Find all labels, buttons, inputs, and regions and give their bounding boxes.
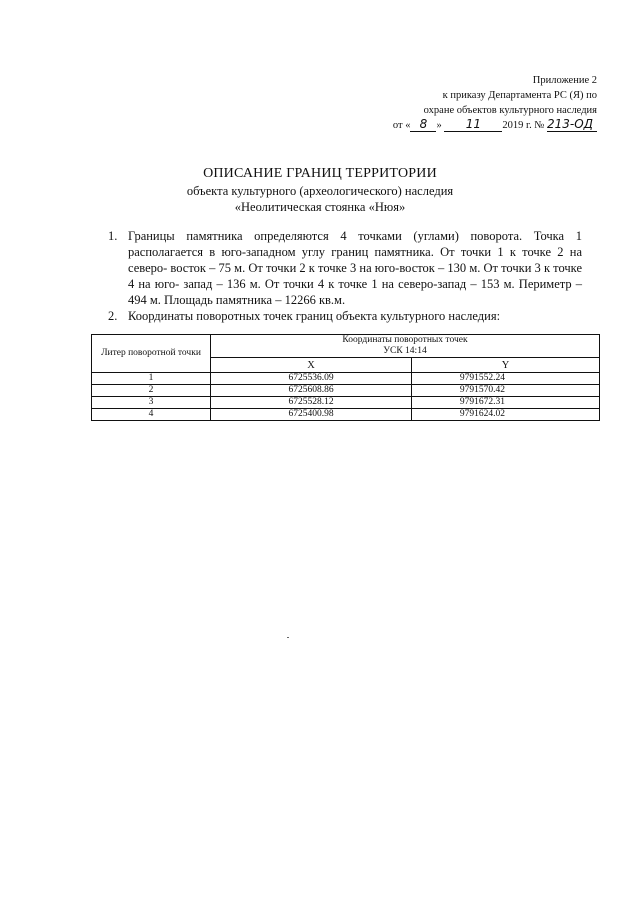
cell-y: 9791672.31 <box>412 397 600 409</box>
table-row <box>92 397 600 409</box>
cell-y: 9791624.02 <box>412 409 600 421</box>
appendix-line-2: к приказу Департамента РС (Я) по <box>442 90 597 101</box>
cell-point-number: 3 <box>92 397 211 409</box>
date-mid: » <box>436 120 442 131</box>
title-line-2: объекта культурного (археологического) наследия <box>186 184 454 198</box>
handwritten-day: 8 <box>410 118 436 132</box>
handwritten-order-number: 213-ОД <box>547 118 597 132</box>
table-header-row <box>92 335 600 358</box>
appendix-line-1: Приложение 2 <box>532 75 597 86</box>
header-coords-line-1: Координаты поворотных точек <box>342 335 468 345</box>
handwritten-month: 11 <box>444 118 502 132</box>
scan-speck <box>287 637 289 638</box>
document-title <box>0 165 640 215</box>
description-list <box>108 228 582 324</box>
header-x: X <box>211 358 412 373</box>
title-line-1: ОПИСАНИЕ ГРАНИЦ ТЕРРИТОРИИ <box>203 166 437 181</box>
cell-point-number: 1 <box>92 373 211 385</box>
cell-x: 6725528.12 <box>211 397 412 409</box>
cell-point-number: 4 <box>92 409 211 421</box>
list-item-text: Координаты поворотных точек границ объекта культурного наследия: <box>128 309 501 323</box>
header-coords-line-2: УСК 14:14 <box>383 346 427 356</box>
date-prefix: от « <box>392 120 411 131</box>
list-item-number: 2. <box>108 309 118 323</box>
list-item-text: Границы памятника определяются 4 точками (углами) поворота. Точка 1 располагается в юго-западном углу границ памятника. От точки 1 к точке 2 на северо- восток – 75 м. От точки 2 к точке 3 на юго-восток – 130 м. От точки 3 к точке 4 на юго- запад – 136 м. От точки 4 к точке 1 на северо-запад – 153 м. Периметр – 494 м. Площадь памятника – 12266 кв.м. <box>128 229 582 307</box>
appendix-header <box>337 73 597 133</box>
cell-y: 9791552.24 <box>412 373 600 385</box>
header-y: Y <box>412 358 600 373</box>
cell-y: 9791570.42 <box>412 385 600 397</box>
list-item-number: 1. <box>108 229 118 243</box>
date-year: 2019 г. № <box>502 120 545 131</box>
cell-x: 6725608.86 <box>211 385 412 397</box>
list-item <box>108 308 582 324</box>
cell-x: 6725400.98 <box>211 409 412 421</box>
coordinates-table <box>91 334 600 421</box>
appendix-date-line <box>337 118 597 133</box>
header-coords <box>211 335 600 358</box>
title-line-3: «Неолитическая стоянка «Нюя» <box>234 200 406 214</box>
list-item <box>108 228 582 308</box>
table-row <box>92 409 600 421</box>
table-row <box>92 373 600 385</box>
cell-x: 6725536.09 <box>211 373 412 385</box>
header-litera: Литер поворотной точки <box>92 335 211 373</box>
cell-point-number: 2 <box>92 385 211 397</box>
appendix-line-3: охране объектов культурного наследия <box>423 105 597 116</box>
table-row <box>92 385 600 397</box>
